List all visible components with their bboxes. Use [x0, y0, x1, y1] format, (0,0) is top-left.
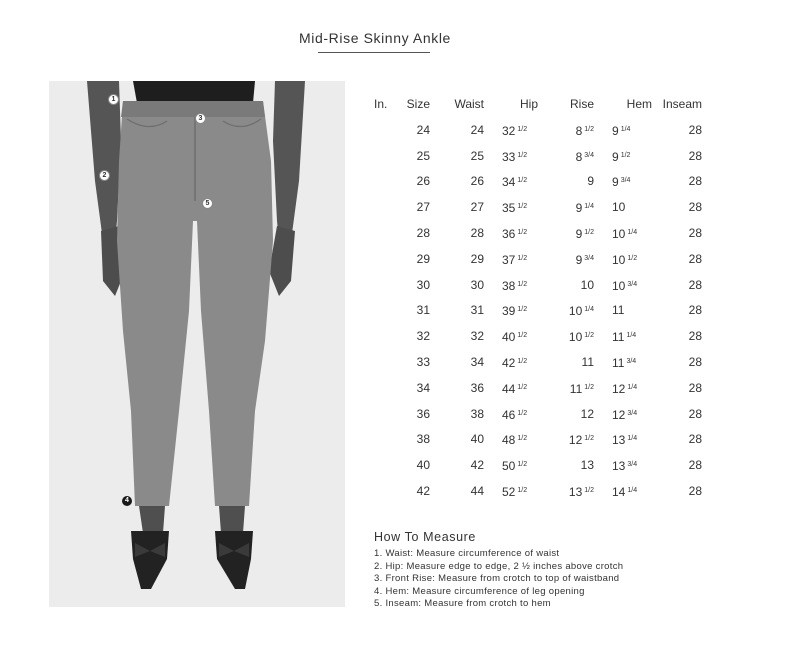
cell-rise [554, 404, 594, 424]
cell-rise-value: 8 [575, 149, 583, 164]
cell-hip [502, 326, 540, 346]
cell-hem [612, 249, 658, 269]
cell-hem [612, 300, 658, 320]
table-row [368, 120, 718, 146]
cell-inseam-value: 28 [688, 225, 702, 240]
cell-rise-value: 9 [575, 201, 583, 216]
cell-hem [612, 352, 658, 372]
cell-size-value: 38 [416, 432, 430, 447]
cell-hem [612, 326, 658, 346]
cell-hem-value: 9 [612, 175, 619, 190]
cell-waist [452, 300, 484, 320]
table-row [368, 146, 718, 172]
cell-hem-fraction: 1/4 [627, 486, 638, 494]
cell-hip-value: 50 [502, 459, 516, 474]
cell-hip-value: 37 [502, 252, 516, 267]
cell-hem-value: 10 [612, 200, 626, 215]
cell-rise [554, 429, 594, 449]
table-row [368, 481, 718, 507]
cell-rise-value: 9 [587, 174, 594, 189]
cell-hem [612, 146, 658, 166]
cell-size-value: 33 [416, 354, 430, 369]
cell-hem-value: 9 [612, 149, 619, 164]
cell-rise-value: 9 [575, 252, 583, 267]
cell-inseam-value: 28 [688, 354, 702, 369]
cell-inseam [658, 197, 702, 217]
header-hip: Hip [519, 97, 538, 111]
marker-5-inseam: 5 [202, 198, 213, 209]
cell-inseam-value: 28 [688, 122, 702, 137]
cell-hem-fraction: 3/4 [627, 409, 638, 417]
cell-size [398, 223, 430, 243]
cell-waist-value: 32 [470, 329, 484, 344]
cell-hip-fraction: 1/2 [517, 486, 528, 494]
cell-rise-value: 12 [568, 433, 583, 448]
table-row [368, 404, 718, 430]
cell-rise-value: 11 [581, 354, 594, 369]
cell-waist [452, 481, 484, 501]
cell-hip-value: 35 [502, 201, 516, 216]
cell-hem-fraction: 1/4 [627, 228, 638, 236]
cell-rise [554, 326, 594, 346]
cell-hem-value: 12 [612, 407, 626, 422]
cell-rise [554, 120, 594, 140]
header-hem: Hem [626, 97, 652, 111]
cell-hem-value: 11 [612, 355, 625, 370]
cell-hem-value: 10 [612, 252, 626, 267]
cell-rise [554, 300, 594, 320]
cell-hip-value: 52 [502, 484, 516, 499]
cell-rise [554, 352, 594, 372]
cell-waist [452, 275, 484, 295]
cell-hem-fraction: 3/4 [627, 280, 638, 288]
cell-size-value: 42 [416, 483, 430, 498]
cell-hem-fraction: 1/4 [626, 332, 637, 340]
cell-inseam [658, 429, 702, 449]
cell-hem-value: 9 [612, 123, 619, 138]
cell-hip-fraction: 1/2 [517, 177, 528, 185]
cell-rise-fraction: 1/2 [584, 332, 594, 340]
cell-hem-value: 11 [612, 303, 625, 318]
cell-size-value: 27 [416, 200, 430, 215]
cell-size-value: 40 [416, 458, 430, 473]
cell-rise-fraction: 1/2 [584, 435, 594, 443]
cell-hem-value: 10 [612, 226, 626, 241]
table-row [368, 326, 718, 352]
cell-rise [554, 223, 594, 243]
size-chart-table [368, 94, 718, 507]
cell-inseam-value: 28 [688, 277, 702, 292]
cell-size-value: 36 [416, 406, 430, 421]
cell-hem-fraction: 3/4 [620, 177, 631, 185]
marker-2-hip: 2 [99, 170, 110, 181]
cell-size [398, 378, 430, 398]
header-rise: Rise [569, 97, 594, 111]
cell-size-value: 29 [416, 251, 430, 266]
model-figure [49, 81, 345, 607]
cell-size [398, 171, 430, 191]
cell-waist [452, 171, 484, 191]
cell-hip [502, 378, 540, 398]
cell-size [398, 404, 430, 424]
cell-hip-value: 46 [502, 407, 516, 422]
marker-4-hem: 4 [122, 496, 132, 506]
cell-waist [452, 146, 484, 166]
cell-hem-value: 10 [612, 278, 626, 293]
cell-hip-fraction: 1/2 [517, 461, 528, 469]
cell-waist-value: 38 [470, 406, 484, 421]
cell-rise-value: 9 [575, 226, 583, 241]
cell-hem [612, 404, 658, 424]
table-row [368, 300, 718, 326]
cell-size [398, 455, 430, 475]
cell-hem-fraction: 3/4 [626, 357, 637, 365]
cell-size [398, 352, 430, 372]
cell-rise-fraction: 1/2 [584, 383, 594, 391]
how-to-measure-heading: How To Measure [374, 530, 476, 544]
table-row [368, 429, 718, 455]
cell-hip-value: 34 [502, 175, 516, 190]
cell-rise [554, 481, 594, 501]
cell-size-value: 31 [416, 303, 430, 318]
cell-size [398, 249, 430, 269]
cell-waist [452, 352, 484, 372]
cell-inseam [658, 378, 702, 398]
cell-hip [502, 455, 540, 475]
cell-hip-value: 32 [502, 123, 516, 138]
cell-hem [612, 197, 658, 217]
cell-rise [554, 171, 594, 191]
cell-hem-value: 14 [612, 484, 626, 499]
cell-hip [502, 300, 540, 320]
cell-rise-value: 10 [568, 304, 583, 319]
cell-waist [452, 326, 484, 346]
marker-1-waist: 1 [108, 94, 119, 105]
table-row [368, 223, 718, 249]
table-row [368, 171, 718, 197]
cell-hip-fraction: 1/2 [517, 125, 528, 133]
cell-inseam-value: 28 [688, 174, 702, 189]
cell-hem [612, 378, 658, 398]
cell-waist-value: 42 [470, 458, 484, 473]
cell-hip [502, 429, 540, 449]
cell-rise-value: 12 [580, 406, 594, 421]
cell-size-value: 24 [416, 122, 430, 137]
cell-waist [452, 455, 484, 475]
cell-rise [554, 249, 594, 269]
cell-hem-value: 13 [612, 459, 626, 474]
cell-hip-fraction: 1/2 [517, 383, 528, 391]
table-row [368, 275, 718, 301]
cell-waist-value: 40 [470, 432, 484, 447]
cell-inseam-value: 28 [688, 432, 702, 447]
cell-inseam [658, 146, 702, 166]
how-to-measure-steps [374, 548, 623, 611]
cell-inseam [658, 326, 702, 346]
cell-hem [612, 120, 658, 140]
cell-waist-value: 26 [470, 174, 484, 189]
cell-size-value: 28 [416, 225, 430, 240]
cell-rise-value: 13 [580, 458, 594, 473]
cell-hem [612, 481, 658, 501]
cell-waist [452, 223, 484, 243]
cell-rise-fraction: 1/4 [584, 203, 594, 211]
cell-hem [612, 171, 658, 191]
cell-hem-value: 11 [612, 330, 625, 345]
cell-size [398, 146, 430, 166]
cell-inseam [658, 275, 702, 295]
cell-inseam-value: 28 [688, 329, 702, 344]
cell-size [398, 300, 430, 320]
cell-size-value: 32 [416, 329, 430, 344]
cell-size [398, 326, 430, 346]
table-row [368, 455, 718, 481]
cell-inseam-value: 28 [688, 406, 702, 421]
step-hip: 2. Hip: Measure edge to edge, 2 ½ inches above crotch [374, 560, 624, 572]
cell-rise [554, 275, 594, 295]
cell-size [398, 120, 430, 140]
step-hem: 4. Hem: Measure circumference of leg opening [374, 585, 585, 597]
cell-hip [502, 249, 540, 269]
cell-size [398, 481, 430, 501]
cell-hem-fraction: 1/4 [627, 383, 638, 391]
jeans-illustration [49, 81, 345, 607]
cell-rise-value: 8 [575, 123, 583, 138]
cell-waist-value: 34 [470, 354, 484, 369]
cell-waist [452, 197, 484, 217]
table-row [368, 249, 718, 275]
cell-hem [612, 429, 658, 449]
cell-hip [502, 197, 540, 217]
cell-hip-fraction: 1/2 [517, 357, 528, 365]
cell-waist [452, 429, 484, 449]
cell-hem-value: 12 [612, 381, 626, 396]
cell-size-value: 25 [416, 148, 430, 163]
cell-inseam-value: 28 [688, 251, 702, 266]
cell-hip-fraction: 1/2 [517, 435, 528, 443]
cell-hem [612, 455, 658, 475]
cell-inseam-value: 28 [688, 483, 702, 498]
cell-hip [502, 120, 540, 140]
cell-waist [452, 378, 484, 398]
cell-inseam-value: 28 [688, 380, 702, 395]
cell-hem [612, 223, 658, 243]
cell-waist-value: 31 [470, 303, 484, 318]
cell-rise-fraction: 1/4 [584, 306, 594, 314]
cell-rise-value: 10 [568, 330, 583, 345]
step-front-rise: 3. Front Rise: Measure from crotch to top of waistband [374, 573, 620, 585]
table-row [368, 378, 718, 404]
cell-waist-value: 29 [470, 251, 484, 266]
cell-inseam-value: 28 [688, 458, 702, 473]
cell-hip-value: 38 [502, 278, 516, 293]
cell-rise [554, 146, 594, 166]
cell-hip-value: 40 [502, 330, 516, 345]
cell-hem [612, 275, 658, 295]
cell-inseam [658, 120, 702, 140]
header-size: Size [406, 97, 430, 111]
cell-waist-value: 28 [470, 225, 484, 240]
header-waist: Waist [454, 97, 484, 111]
title-underline [318, 52, 430, 53]
cell-rise [554, 378, 594, 398]
cell-rise [554, 455, 594, 475]
cell-waist-value: 30 [470, 277, 484, 292]
cell-hem-fraction: 1/4 [620, 125, 631, 133]
cell-hem-fraction: 1/4 [627, 435, 638, 443]
cell-hip-fraction: 1/2 [517, 409, 528, 417]
cell-inseam-value: 28 [688, 200, 702, 215]
cell-hip [502, 352, 540, 372]
cell-waist [452, 249, 484, 269]
header-inseam: Inseam [662, 97, 702, 111]
cell-inseam [658, 223, 702, 243]
cell-hip-value: 39 [502, 304, 516, 319]
cell-waist [452, 120, 484, 140]
cell-hip [502, 171, 540, 191]
table-body [368, 120, 718, 507]
cell-rise-value: 13 [568, 484, 583, 499]
cell-rise-fraction: 3/4 [584, 151, 594, 159]
cell-rise-fraction: 1/2 [584, 486, 594, 494]
cell-size [398, 275, 430, 295]
marker-3-rise: 3 [195, 113, 206, 124]
cell-hip-value: 33 [502, 149, 516, 164]
table-row [368, 352, 718, 378]
cell-hip [502, 146, 540, 166]
cell-inseam-value: 28 [688, 148, 702, 163]
cell-rise-value: 11 [569, 381, 583, 396]
cell-hem-fraction: 3/4 [627, 461, 638, 469]
cell-hip [502, 481, 540, 501]
cell-inseam [658, 171, 702, 191]
step-inseam: 5. Inseam: Measure from crotch to hem [374, 598, 551, 610]
cell-rise-fraction: 3/4 [584, 254, 594, 262]
cell-hip [502, 404, 540, 424]
cell-inseam [658, 300, 702, 320]
cell-hip [502, 275, 540, 295]
cell-size-value: 34 [416, 380, 430, 395]
cell-hip-fraction: 1/2 [517, 203, 528, 211]
cell-hip-fraction: 1/2 [517, 306, 528, 314]
cell-hip-fraction: 1/2 [517, 280, 528, 288]
cell-waist-value: 27 [470, 200, 484, 215]
cell-inseam [658, 249, 702, 269]
page-title: Mid-Rise Skinny Ankle [299, 30, 451, 46]
cell-hip-value: 44 [502, 381, 516, 396]
cell-waist-value: 44 [470, 483, 484, 498]
cell-hip-fraction: 1/2 [517, 254, 528, 262]
cell-hem-fraction: 1/2 [627, 254, 638, 262]
cell-hip-value: 42 [502, 355, 516, 370]
cell-hem-fraction: 1/2 [620, 151, 631, 159]
cell-waist [452, 404, 484, 424]
table-header-row [368, 94, 718, 120]
cell-size [398, 429, 430, 449]
cell-hem-value: 13 [612, 433, 626, 448]
cell-inseam [658, 404, 702, 424]
header-in: In. [374, 97, 388, 111]
cell-waist-value: 36 [470, 380, 484, 395]
cell-waist-value: 24 [470, 122, 484, 137]
cell-hip-value: 48 [502, 433, 516, 448]
cell-waist-value: 25 [470, 148, 484, 163]
cell-size-value: 30 [416, 277, 430, 292]
cell-inseam-value: 28 [688, 303, 702, 318]
cell-size-value: 26 [416, 174, 430, 189]
cell-inseam [658, 352, 702, 372]
cell-hip [502, 223, 540, 243]
cell-rise-fraction: 1/2 [584, 228, 594, 236]
cell-hip-fraction: 1/2 [517, 228, 528, 236]
cell-rise-value: 10 [580, 277, 594, 292]
step-waist: 1. Waist: Measure circumference of waist [374, 548, 560, 559]
table-row [368, 197, 718, 223]
cell-inseam [658, 455, 702, 475]
cell-hip-fraction: 1/2 [517, 332, 528, 340]
cell-inseam [658, 481, 702, 501]
cell-rise [554, 197, 594, 217]
cell-size [398, 197, 430, 217]
cell-hip-fraction: 1/2 [517, 151, 528, 159]
cell-rise-fraction: 1/2 [584, 125, 594, 133]
cell-hip-value: 36 [502, 226, 516, 241]
